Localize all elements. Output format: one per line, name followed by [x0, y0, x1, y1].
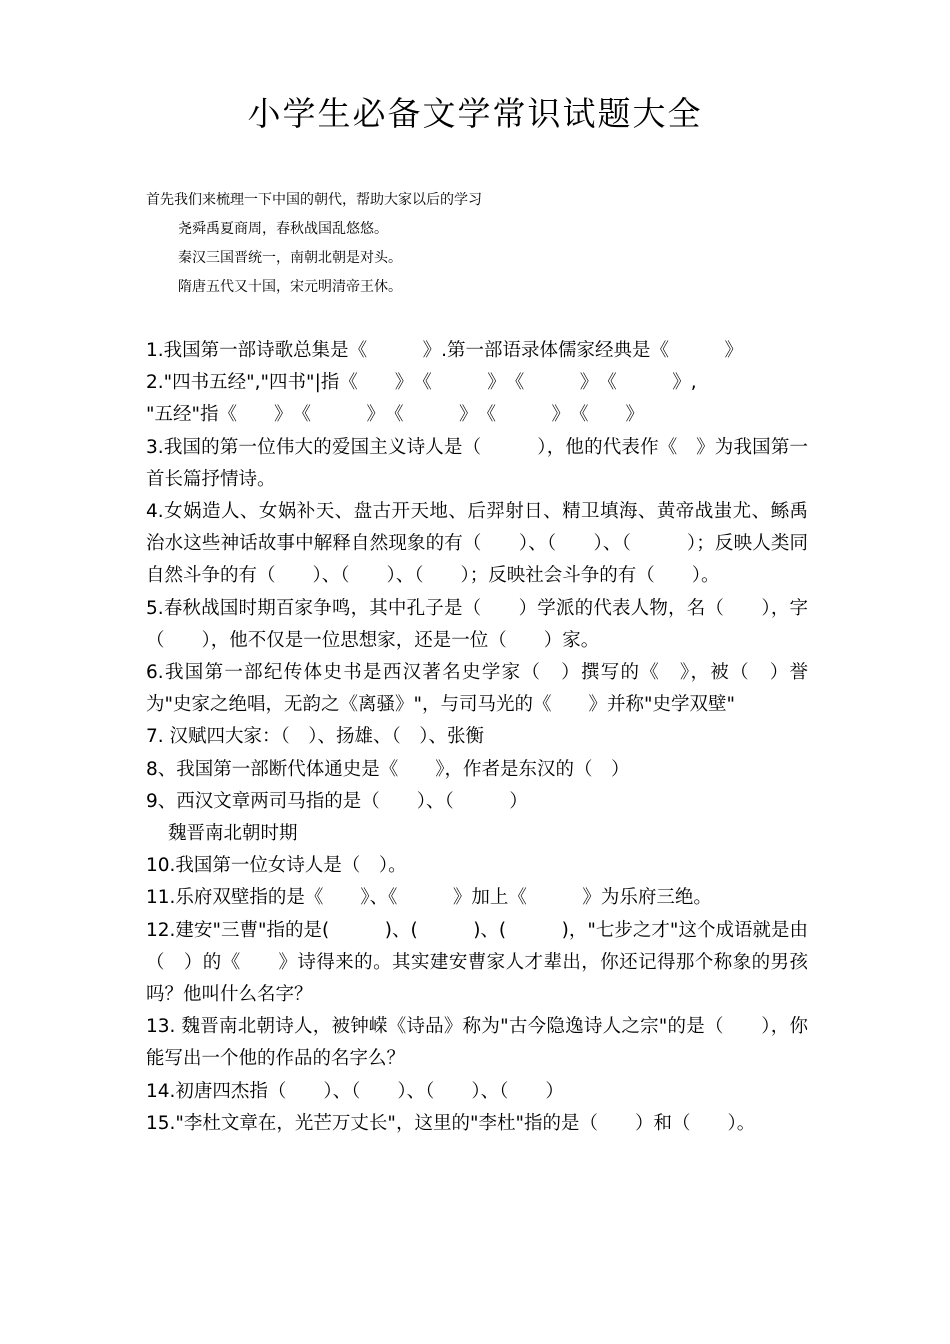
verse-line: 隋唐五代又十国，宋元明清帝王休。 — [178, 279, 402, 295]
verse-line: 尧舜禹夏商周，春秋战国乱悠悠。 — [178, 221, 388, 237]
question-3: 3.我国的第一位伟大的爱国主义诗人是（ ），他的代表作《 》为我国第一首长篇抒情诗。 — [146, 436, 808, 490]
question-11: 11.乐府双壁指的是《 》、《 》加上《 》为乐府三绝。 — [146, 887, 712, 909]
question-1: 1.我国第一部诗歌总集是《 》.第一部语录体儒家经典是《 》 — [146, 340, 744, 361]
dynasty-intro — [146, 186, 806, 302]
question-8: 8、我国第一部断代体通史是《 》，作者是东汉的（ ） — [146, 758, 630, 780]
question-10: 10.我国第一位女诗人是（ ）。 — [146, 855, 407, 877]
question-9: 9、西汉文章两司马指的是（ ）、（ ） — [146, 790, 528, 812]
question-2-line-1: 2."四书五经","四书"|指《 》 《 》 《 》 《 》, — [146, 372, 697, 394]
question-14: 14.初唐四杰指（ ）、（ ）、（ ）、（ ） — [146, 1080, 564, 1102]
question-4: 4.女娲造人、女娲补天、盘古开天地、后羿射日、精卫填海、黄帝战蚩尤、鲧禹治水这些神话故事中解释自然现象的有（ ）、（ ）、（ ）；反映人类同自然斗争的有（ ）、（ ）、（ ）；反映社会斗争的有（ ）。 — [146, 501, 808, 587]
intro-lead: 首先我们来梳理一下中国的朝代，帮助大家以后的学习 — [146, 192, 482, 208]
verse-line: 秦汉三国晋统一，南朝北朝是对头。 — [178, 250, 402, 266]
question-5: 5.春秋战国时期百家争鸣，其中孔子是（ ）学派的代表人物，名（ ），字（ ），他不仅是一位思想家，还是一位（ ）家。 — [146, 597, 808, 651]
question-13: 13. 魏晋南北朝诗人，被钟嵘《诗品》称为"古今隐逸诗人之宗"的是（ ），你能写出一个他的作品的名字么？ — [146, 1016, 808, 1070]
question-7: 7. 汉赋四大家：（ ）、扬雄、（ ）、张衡 — [146, 726, 485, 748]
question-12: 12.建安"三曹"指的是( )、( )、( )，"七步之才"这个成语就是由（ ）的《 》诗得来的。其实建安曹家人才辈出，你还记得那个称象的男孩吗？他叫什么名字？ — [146, 919, 808, 1006]
question-6: 6.我国第一部纪传体史书是西汉著名史学家（ ）撰写的《 》，被（ ）誉为"史家之绝唱，无韵之《离骚》"，与司马光的《 》并称"史学双壁" — [146, 662, 808, 716]
question-list — [146, 335, 808, 1140]
section-heading: 魏晋南北朝时期 — [168, 823, 298, 845]
document-title: 小学生必备文学常识试题大全 — [247, 94, 703, 133]
question-2-line-2: "五经"指《 》 《 》 《 》 《 》 《 》 — [146, 404, 645, 426]
question-15: 15."李杜文章在，光芒万丈长"，这里的"李杜"指的是（ ）和（ ）。 — [146, 1112, 756, 1134]
